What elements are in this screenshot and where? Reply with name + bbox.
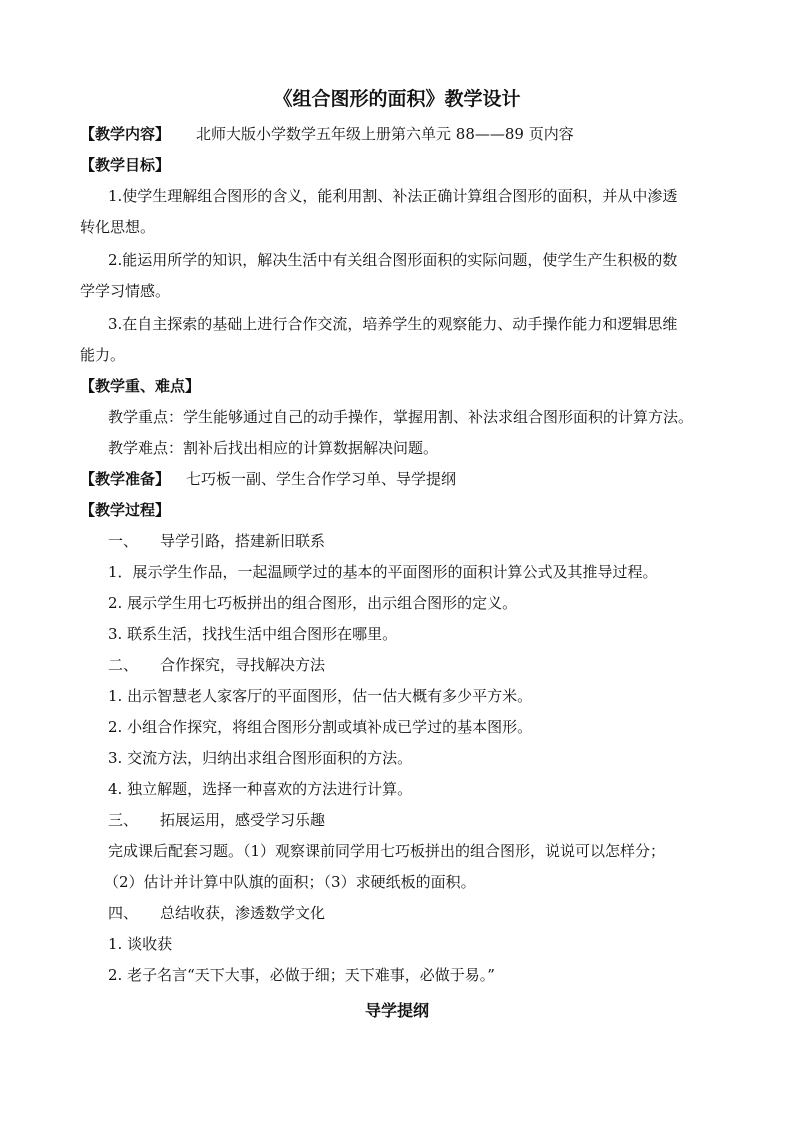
section-1-item-2: 2. 展示学生用七巧板拼出的组合图形，出示组合图形的定义。 <box>108 594 518 612</box>
section-4-title: 总结收获，渗透数学文化 <box>160 904 326 922</box>
section-4-number: 四、 <box>108 904 139 922</box>
section-3-number: 三、 <box>108 811 139 829</box>
prep-heading: 【教学准备】 <box>80 470 171 488</box>
goal-1-line-1: 1.使学生理解组合图形的含义，能利用割、补法正确计算组合图形的面积，并从中渗透 <box>108 187 678 205</box>
section-4-item-2: 2. 老子名言“天下大事，必做于细；天下难事，必做于易。” <box>108 966 495 984</box>
section-1-item-1: 1．展示学生作品，一起温顾学过的基本的平面图形的面积计算公式及其推导过程。 <box>108 563 658 581</box>
section-2-number: 二、 <box>108 656 139 674</box>
section-1-title: 导学引路，搭建新旧联系 <box>160 532 326 550</box>
content-heading: 【教学内容】 <box>80 125 171 143</box>
goal-2-line-1: 2.能运用所学的知识，解决生活中有关组合图形面积的实际问题，使学生产生积极的数 <box>108 251 678 269</box>
outline-title: 导学提纲 <box>364 1001 429 1020</box>
keypoints-difficulty: 教学难点：割补后找出相应的计算数据解决问题。 <box>108 439 439 457</box>
section-2-item-2: 2. 小组合作探究，将组合图形分割或填补成已学过的基本图形。 <box>108 718 533 736</box>
keypoints-focus: 教学重点：学生能够通过自己的动手操作，掌握用割、补法求组合图形面积的计算方法。 <box>108 408 694 426</box>
section-1-item-3: 3. 联系生活，找找生活中组合图形在哪里。 <box>108 625 398 643</box>
goal-3-line-1: 3.在自主探索的基础上进行合作交流，培养学生的观察能力、动手操作能力和逻辑思维 <box>108 315 678 333</box>
keypoints-heading: 【教学重、难点】 <box>80 377 201 395</box>
goals-heading: 【教学目标】 <box>80 156 171 174</box>
section-2-item-3: 3. 交流方法，归纳出求组合图形面积的方法。 <box>108 749 413 767</box>
process-heading: 【教学过程】 <box>80 501 171 519</box>
goal-3-line-2: 能力。 <box>80 346 126 364</box>
document-title: 《组合图形的面积》教学设计 <box>273 88 521 110</box>
goal-2-line-2: 学学习情感。 <box>80 282 171 300</box>
section-4-item-1: 1. 谈收获 <box>108 935 173 953</box>
prep-text: 七巧板一副、学生合作学习单、导学提纲 <box>186 470 457 488</box>
goal-1-line-2: 转化思想。 <box>80 218 156 236</box>
section-2-item-4: 4. 独立解题，选择一种喜欢的方法进行计算。 <box>108 780 413 798</box>
content-text: 北师大版小学数学五年级上册第六单元 88——89 页内容 <box>196 125 574 143</box>
section-3-line-2: （2）估计并计算中队旗的面积；（3）求硬纸板的面积。 <box>104 873 476 891</box>
section-3-line-1: 完成课后配套习题。（1）观察课前同学用七巧板拼出的组合图形，说说可以怎样分； <box>108 842 666 860</box>
section-1-number: 一、 <box>108 532 139 550</box>
section-2-item-1: 1. 出示智慧老人家客厅的平面图形，估一估大概有多少平方米。 <box>108 687 533 705</box>
section-2-title: 合作探究，寻找解决方法 <box>160 656 326 674</box>
section-3-title: 拓展运用，感受学习乐趣 <box>160 811 326 829</box>
